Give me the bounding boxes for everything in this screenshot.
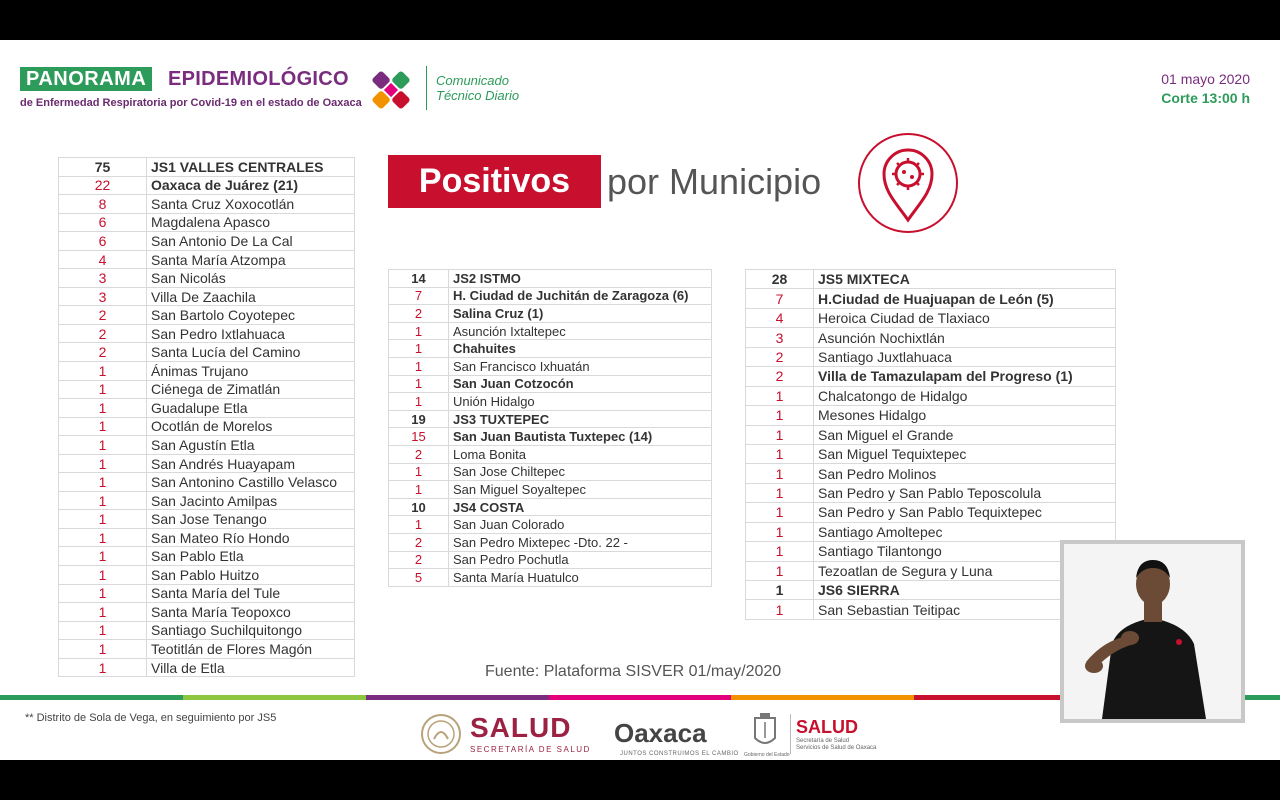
- mexico-seal-icon: [420, 713, 462, 755]
- case-count: 2: [59, 324, 147, 343]
- municipality-name: Santa María Huatulco: [449, 569, 712, 587]
- case-count: 1: [59, 621, 147, 640]
- comunicado-label: [436, 73, 519, 103]
- table-row: [746, 367, 1116, 386]
- table-row: [389, 287, 712, 305]
- municipality-name: Unión Hidalgo: [449, 393, 712, 411]
- case-count: 6: [59, 213, 147, 232]
- case-count: 1: [746, 503, 814, 522]
- municipality-name: San Pablo Huitzo: [147, 566, 355, 585]
- table-row: [59, 250, 355, 269]
- case-count: 1: [746, 561, 814, 580]
- oaxaca-logo-subtitle: JUNTOS CONSTRUIMOS EL CAMBIO: [620, 751, 739, 757]
- municipality-name: Heroica Ciudad de Tlaxiaco: [814, 308, 1116, 327]
- table-js2-js4: [388, 269, 712, 587]
- case-count: 1: [746, 425, 814, 444]
- case-count: 2: [389, 533, 449, 551]
- case-count: 1: [389, 481, 449, 499]
- municipality-name: San Juan Bautista Tuxtepec (14): [449, 428, 712, 446]
- title-highlight: Positivos: [388, 155, 601, 208]
- case-count: 2: [389, 551, 449, 569]
- table-row: [746, 425, 1116, 444]
- header-subtitle: de Enfermedad Respiratoria por Covid-19 en el estado de Oaxaca: [20, 97, 362, 109]
- case-count: 3: [59, 287, 147, 306]
- table-js1: [58, 157, 355, 677]
- table-row: [746, 444, 1116, 463]
- municipality-name: Salina Cruz (1): [449, 305, 712, 323]
- table-row: [389, 569, 712, 587]
- district-name: JS4 COSTA: [449, 498, 712, 516]
- municipality-name: San Pedro Ixtlahuaca: [147, 324, 355, 343]
- table-row: [389, 393, 712, 411]
- municipality-name: San Antonino Castillo Velasco: [147, 473, 355, 492]
- municipality-name: H. Ciudad de Juchitán de Zaragoza (6): [449, 287, 712, 305]
- municipality-name: Teotitlán de Flores Magón: [147, 640, 355, 659]
- municipality-name: Ocotlán de Morelos: [147, 417, 355, 436]
- table-row: [59, 566, 355, 585]
- table-row: [59, 491, 355, 510]
- municipality-name: Villa De Zaachila: [147, 287, 355, 306]
- table-row: [59, 417, 355, 436]
- footer-divider: [790, 714, 791, 754]
- district-name: JS2 ISTMO: [449, 270, 712, 288]
- district-header-row: [389, 410, 712, 428]
- table-row: [389, 516, 712, 534]
- municipality-name: Santa Lucía del Camino: [147, 343, 355, 362]
- municipality-name: Mesones Hidalgo: [814, 406, 1116, 425]
- case-count: 22: [59, 176, 147, 195]
- table-row: [59, 473, 355, 492]
- case-count: 1: [389, 463, 449, 481]
- table-row: [389, 463, 712, 481]
- municipality-name: San Andrés Huayapam: [147, 454, 355, 473]
- municipality-name: San Nicolás: [147, 269, 355, 288]
- source-note: Fuente: Plataforma SISVER 01/may/2020: [485, 663, 782, 680]
- municipality-name: San Pedro y San Pablo Tequixtepec: [814, 503, 1116, 522]
- municipality-name: Tezoatlan de Segura y Luna: [814, 561, 1116, 580]
- table-row: [389, 551, 712, 569]
- table-row: [59, 362, 355, 381]
- table-row: [59, 232, 355, 251]
- case-count: 1: [59, 658, 147, 677]
- municipality-name: Loma Bonita: [449, 445, 712, 463]
- case-count: 1: [59, 603, 147, 622]
- municipality-name: San Miguel Soyaltepec: [449, 481, 712, 499]
- case-count: 2: [389, 305, 449, 323]
- municipality-name: Santiago Tilantongo: [814, 542, 1116, 561]
- municipality-name: Santiago Suchilquitongo: [147, 621, 355, 640]
- case-count: 1: [746, 464, 814, 483]
- table-row: [389, 340, 712, 358]
- case-count: 1: [59, 566, 147, 585]
- case-count: 4: [59, 250, 147, 269]
- table-row: [746, 406, 1116, 425]
- municipality-name: Santa María del Tule: [147, 584, 355, 603]
- table-row: [746, 386, 1116, 405]
- municipality-name: Santiago Amoltepec: [814, 522, 1116, 541]
- case-count: 2: [59, 343, 147, 362]
- case-count: 1: [746, 444, 814, 463]
- municipality-name: San Jose Chiltepec: [449, 463, 712, 481]
- district-name: JS1 VALLES CENTRALES: [147, 158, 355, 177]
- table-row: [389, 305, 712, 323]
- municipality-name: Ánimas Trujano: [147, 362, 355, 381]
- table-row: [746, 522, 1116, 541]
- case-count: 19: [389, 410, 449, 428]
- municipality-name: H.Ciudad de Huajuapan de León (5): [814, 289, 1116, 308]
- sign-language-interpreter: [1060, 540, 1245, 723]
- municipality-name: San Pedro Molinos: [814, 464, 1116, 483]
- broadcast-screen: [0, 40, 1280, 760]
- municipality-name: Asunción Ixtaltepec: [449, 322, 712, 340]
- municipality-name: Chalcatongo de Hidalgo: [814, 386, 1116, 405]
- salud-small-sub2: Servicios de Salud de Oaxaca: [796, 745, 877, 751]
- crest-subtitle: Gobierno del Estado: [744, 752, 790, 758]
- case-count: 1: [389, 516, 449, 534]
- case-count: 1: [389, 357, 449, 375]
- case-count: 10: [389, 498, 449, 516]
- municipality-name: Asunción Nochixtlán: [814, 328, 1116, 347]
- salud-logo-subtitle: SECRETARÍA DE SALUD: [470, 745, 591, 754]
- table-row: [59, 176, 355, 195]
- case-count: 6: [59, 232, 147, 251]
- case-count: 1: [59, 362, 147, 381]
- header-divider: [426, 66, 427, 110]
- case-count: 1: [746, 406, 814, 425]
- table-row: [59, 603, 355, 622]
- municipality-name: San Juan Cotzocón: [449, 375, 712, 393]
- district-header-row: [389, 270, 712, 288]
- table-row: [59, 306, 355, 325]
- salud-logo-text: SALUD: [470, 712, 572, 743]
- case-count: 1: [59, 584, 147, 603]
- case-count: 2: [746, 347, 814, 366]
- case-count: 2: [746, 367, 814, 386]
- panorama-label: PANORAMA: [20, 67, 152, 91]
- salud-small-sub1: Secretaría de Salud: [796, 738, 850, 744]
- interpreter-figure: [1064, 544, 1241, 719]
- table-row: [59, 584, 355, 603]
- case-count: 1: [746, 581, 814, 600]
- table-row: [746, 308, 1116, 327]
- municipality-name: Chahuites: [449, 340, 712, 358]
- municipality-name: San Pablo Etla: [147, 547, 355, 566]
- case-count: 1: [746, 542, 814, 561]
- location-virus-pin-icon: [857, 132, 959, 234]
- municipality-name: San Jose Tenango: [147, 510, 355, 529]
- district-header-row: [389, 498, 712, 516]
- case-count: 3: [59, 269, 147, 288]
- table-row: [389, 375, 712, 393]
- municipality-name: San Miguel el Grande: [814, 425, 1116, 444]
- table-row: [59, 287, 355, 306]
- municipality-name: Santa María Atzompa: [147, 250, 355, 269]
- municipality-name: Ciénega de Zimatlán: [147, 380, 355, 399]
- table-row: [746, 289, 1116, 308]
- municipality-name: San Pedro y San Pablo Teposcolula: [814, 483, 1116, 502]
- municipality-name: Santa María Teopoxco: [147, 603, 355, 622]
- salud-small-subtitle: [796, 738, 876, 752]
- case-count: 1: [389, 340, 449, 358]
- footnote: ** Distrito de Sola de Vega, en seguimiento por JS5: [25, 712, 277, 724]
- municipality-name: San Miguel Tequixtepec: [814, 444, 1116, 463]
- case-count: 1: [59, 380, 147, 399]
- table-row: [59, 640, 355, 659]
- case-count: 1: [59, 436, 147, 455]
- case-count: 1: [746, 386, 814, 405]
- table-row: [59, 658, 355, 677]
- salud-small-text: SALUD: [796, 717, 858, 737]
- district-name: JS3 TUXTEPEC: [449, 410, 712, 428]
- district-header-row: [746, 270, 1116, 289]
- municipality-name: San Pedro Mixtepec -Dto. 22 -: [449, 533, 712, 551]
- table-row: [389, 322, 712, 340]
- table-row: [59, 621, 355, 640]
- table-row: [59, 324, 355, 343]
- table-row: [59, 436, 355, 455]
- case-count: 28: [746, 270, 814, 289]
- case-count: 1: [59, 547, 147, 566]
- table-row: [746, 503, 1116, 522]
- municipality-name: San Jacinto Amilpas: [147, 491, 355, 510]
- case-count: 1: [59, 528, 147, 547]
- oaxaca-crest-icon: [752, 712, 778, 752]
- municipality-name: San Antonio De La Cal: [147, 232, 355, 251]
- case-count: 15: [389, 428, 449, 446]
- table-row: [59, 510, 355, 529]
- case-count: 1: [59, 417, 147, 436]
- table-row: [59, 547, 355, 566]
- table-row: [389, 428, 712, 446]
- table-row: [59, 195, 355, 214]
- table-row: [59, 380, 355, 399]
- case-count: 1: [59, 473, 147, 492]
- table-row: [389, 357, 712, 375]
- table-row: [389, 481, 712, 499]
- case-count: 75: [59, 158, 147, 177]
- case-count: 7: [746, 289, 814, 308]
- table-row: [746, 347, 1116, 366]
- covid-cross-logo-icon: [367, 66, 415, 114]
- case-count: 3: [746, 328, 814, 347]
- case-count: 1: [389, 393, 449, 411]
- municipality-name: Oaxaca de Juárez (21): [147, 176, 355, 195]
- table-row: [746, 483, 1116, 502]
- municipality-name: Santa Cruz Xoxocotlán: [147, 195, 355, 214]
- municipality-name: San Francisco Ixhuatán: [449, 357, 712, 375]
- municipality-name: San Pedro Pochutla: [449, 551, 712, 569]
- case-count: 1: [746, 522, 814, 541]
- case-count: 1: [59, 491, 147, 510]
- case-count: 8: [59, 195, 147, 214]
- title-rest: por Municipio: [607, 161, 822, 202]
- municipality-name: San Agustín Etla: [147, 436, 355, 455]
- case-count: 5: [389, 569, 449, 587]
- case-count: 14: [389, 270, 449, 288]
- epidemiologico-label: EPIDEMIOLÓGICO: [168, 68, 349, 90]
- table-row: [389, 445, 712, 463]
- case-count: 2: [59, 306, 147, 325]
- municipality-name: San Mateo Río Hondo: [147, 528, 355, 547]
- municipality-name: San Juan Colorado: [449, 516, 712, 534]
- municipality-name: San Sebastian Teitipac: [814, 600, 1116, 619]
- table-row: [59, 343, 355, 362]
- case-count: 1: [389, 322, 449, 340]
- municipality-name: Villa de Etla: [147, 658, 355, 677]
- case-count: 1: [59, 640, 147, 659]
- table-row: [59, 454, 355, 473]
- comunicado-line2: Técnico Diario: [436, 88, 520, 103]
- case-count: 1: [59, 399, 147, 418]
- municipality-name: Villa de Tamazulapam del Progreso (1): [814, 367, 1116, 386]
- oaxaca-logo-text: Oaxaca: [614, 718, 707, 748]
- municipality-name: San Bartolo Coyotepec: [147, 306, 355, 325]
- comunicado-line1: Comunicado: [436, 73, 509, 88]
- municipality-name: Magdalena Apasco: [147, 213, 355, 232]
- table-row: [59, 399, 355, 418]
- case-count: 2: [389, 445, 449, 463]
- table-row: [389, 533, 712, 551]
- table-row: [59, 269, 355, 288]
- district-name: JS5 MIXTECA: [814, 270, 1116, 289]
- case-count: 1: [59, 454, 147, 473]
- case-count: 1: [746, 483, 814, 502]
- table-row: [746, 328, 1116, 347]
- case-count: 1: [389, 375, 449, 393]
- district-header-row: [59, 158, 355, 177]
- case-count: 1: [746, 600, 814, 619]
- case-count: 4: [746, 308, 814, 327]
- table-row: [59, 213, 355, 232]
- district-name: JS6 SIERRA: [814, 581, 1116, 600]
- report-date: 01 mayo 2020: [1161, 71, 1250, 87]
- table-row: [59, 528, 355, 547]
- municipality-name: Santiago Juxtlahuaca: [814, 347, 1116, 366]
- table-row: [746, 464, 1116, 483]
- case-count: 7: [389, 287, 449, 305]
- case-count: 1: [59, 510, 147, 529]
- municipality-name: Guadalupe Etla: [147, 399, 355, 418]
- cutoff-time: Corte 13:00 h: [1161, 90, 1250, 106]
